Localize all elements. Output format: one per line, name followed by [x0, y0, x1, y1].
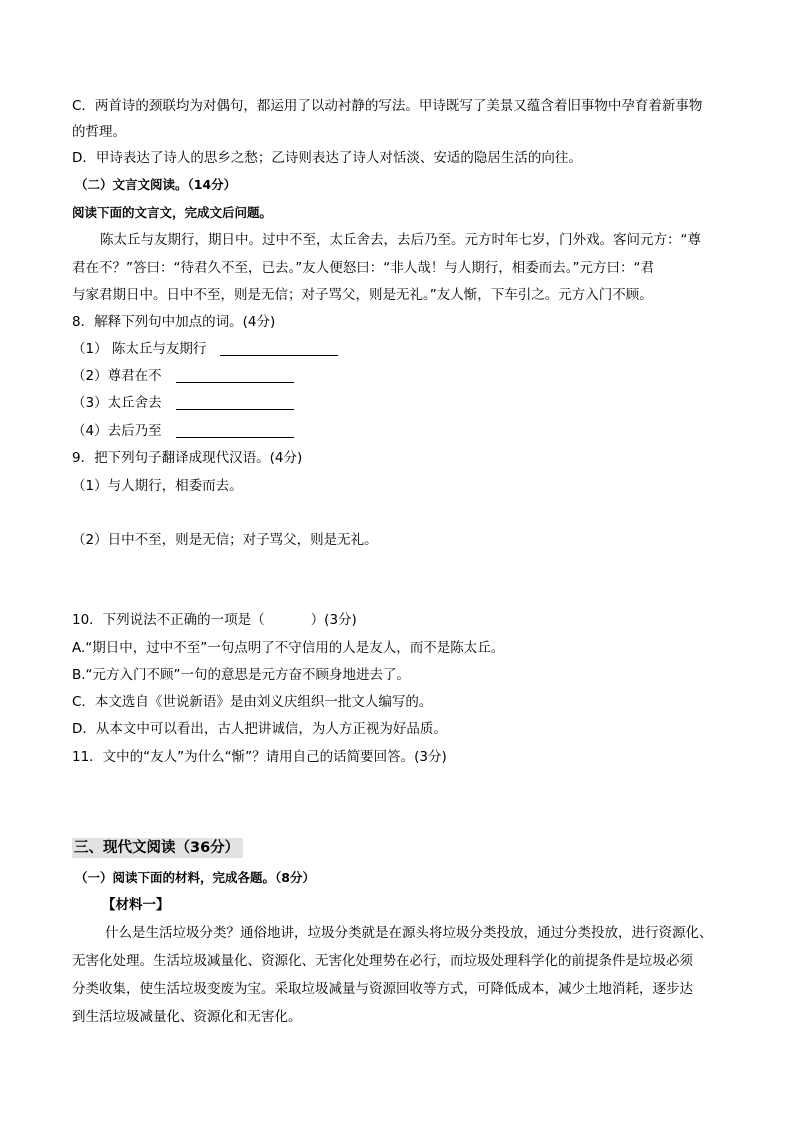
material-1-line-2: 无害化处理。生活垃圾减量化、资源化、无害化处理势在必行，而垃圾处理科学化的前提条件是垃圾必须	[72, 953, 693, 969]
question-9-item-1: （1）与人期行，相委而去。	[72, 478, 243, 494]
answer-blank[interactable]	[176, 423, 294, 438]
question-8-item-4	[72, 421, 294, 441]
question-10-option-c: C．本文选自《世说新语》是由刘义庆组织一批文人编写的。	[72, 694, 433, 710]
question-8-item-1	[72, 339, 338, 359]
answer-blank[interactable]	[176, 368, 294, 383]
passage-line-3: 与家君期日中。日中不至，则是无信；对子骂父，则是无礼。”友人惭，下车引之。元方入门不顾。	[72, 287, 653, 303]
question-9-item-2: （2）日中不至，则是无信；对子骂父，则是无礼。	[72, 532, 378, 548]
option-d-line: D．甲诗表达了诗人的思乡之愁；乙诗则表达了诗人对恬淡、安适的隐居生活的向往。	[72, 150, 582, 166]
reading-instruction: 阅读下面的文言文，完成文后问题。	[72, 205, 273, 220]
material-1-label: 【材料一】	[102, 897, 170, 913]
section-2-title: （二）文言文阅读。（14分）	[75, 177, 237, 192]
question-8-item-2	[72, 366, 294, 386]
question-10-option-d: D．从本文中可以看出，古人把讲诚信，为人方正视为好品质。	[72, 721, 447, 737]
question-9: 9．把下列句子翻译成现代汉语。(4分)	[72, 450, 303, 466]
section-3-subtitle: （一）阅读下面的材料，完成各题。（8分）	[75, 870, 315, 885]
answer-blank[interactable]	[176, 395, 294, 410]
material-1-line-3: 分类收集，使生活垃圾变废为宝。采取垃圾减量与资源回收等方式，可降低成本，减少土地消耗，逐步达	[72, 981, 693, 997]
question-8: 8．解释下列句中加点的词。(4分)	[72, 314, 276, 330]
option-c-line-2: 的哲理。	[72, 124, 126, 140]
question-8-item-1-text: （1） 陈太丘与友期行	[72, 341, 207, 357]
question-10-score: ）(3分)	[310, 612, 357, 628]
section-3-header: 三、现代文阅读（36分）	[72, 838, 243, 858]
material-1-line-1: 什么是生活垃圾分类？通俗地讲，垃圾分类就是在源头将垃圾分类投放，通过分类投放，进行资源化、	[105, 925, 713, 941]
question-8-item-3-text: （3）太丘舍去	[72, 395, 162, 411]
question-10-text: 10．下列说法不正确的一项是（	[72, 612, 265, 628]
question-10	[72, 610, 357, 630]
passage-line-2: 君在不？”答曰：“待君久不至，已去。”友人便怒曰：“非人哉！与人期行，相委而去。”元方曰：“君	[72, 260, 654, 276]
question-11: 11．文中的“友人”为什么“惭”？请用自己的话简要回答。(3分)	[72, 749, 447, 765]
answer-blank[interactable]	[220, 341, 338, 356]
material-1-line-4: 到生活垃圾减量化、资源化和无害化。	[72, 1009, 302, 1025]
question-8-item-3	[72, 393, 294, 413]
question-8-item-4-text: （4）去后乃至	[72, 423, 162, 439]
question-8-item-2-text: （2）尊君在不	[72, 368, 162, 384]
question-10-option-a: A.“期日中，过中不至”一句点明了不守信用的人是友人，而不是陈太丘。	[72, 640, 505, 656]
passage-line-1: 陈太丘与友期行，期日中。过中不至，太丘舍去，去后乃至。元方时年七岁，门外戏。客问元方：“尊	[100, 232, 701, 248]
question-10-option-b: B.“元方入门不顾”一句的意思是元方奋不顾身地进去了。	[72, 667, 411, 683]
option-c-line-1: C．两首诗的颈联均为对偶句，都运用了以动衬静的写法。甲诗既写了美景又蕴含着旧事物中孕育着新事物	[72, 98, 703, 114]
